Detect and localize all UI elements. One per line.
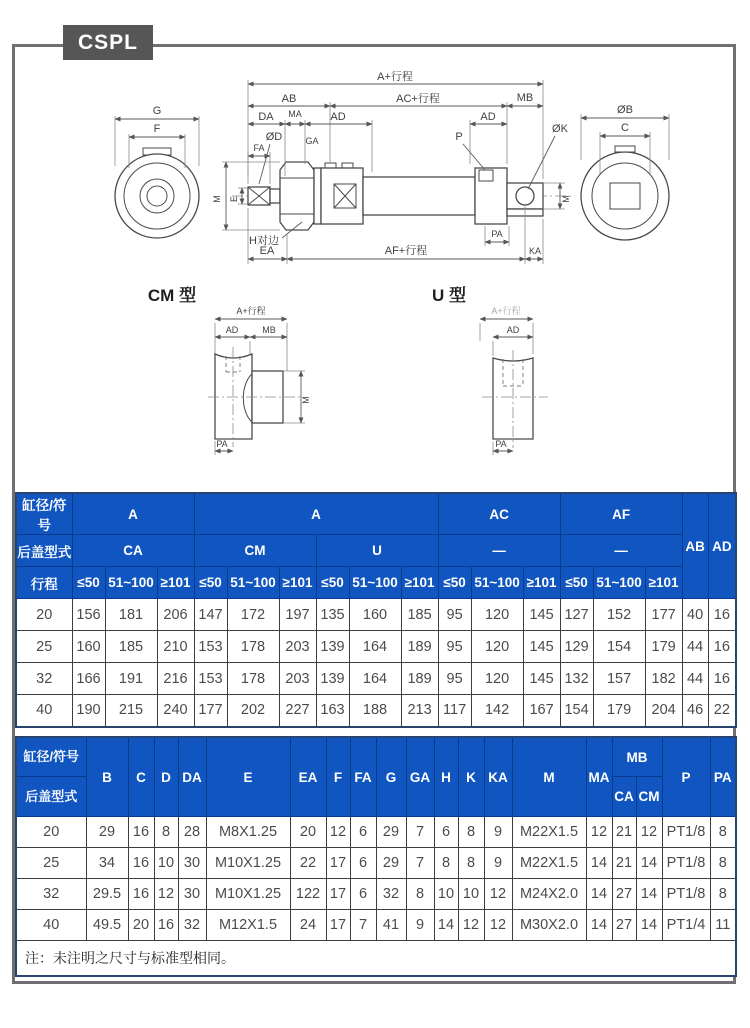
dimension-cell: 12 — [458, 910, 484, 941]
dimension-cell: 190 — [72, 695, 105, 727]
dimension-cell: 16 — [708, 599, 736, 631]
dimension-cell: 20 — [128, 910, 154, 941]
dim-label-ad-right: AD — [480, 111, 496, 123]
dimension-cell: 24 — [290, 910, 326, 941]
cm-type-drawing — [148, 286, 311, 455]
technical-drawings — [12, 56, 738, 484]
bore-size-cell: 20 — [16, 817, 86, 848]
dimension-cell: 160 — [349, 599, 401, 631]
dimension-cell: 164 — [349, 631, 401, 663]
dimension-cell: M8X1.25 — [206, 817, 290, 848]
dimension-cell: 17 — [326, 879, 350, 910]
bore-size-cell: 32 — [16, 663, 72, 695]
cm-type-title: CM 型 — [147, 286, 197, 305]
dim-label-a-stroke: A+行程 — [377, 71, 413, 83]
dimension-cell: 7 — [406, 817, 434, 848]
dimension-cell: 8 — [458, 848, 484, 879]
dimension-cell: 49.5 — [86, 910, 128, 941]
column-header: AD — [708, 493, 736, 599]
dimension-cell: 12 — [154, 879, 178, 910]
dimension-cell: 8 — [406, 879, 434, 910]
dim-label-m-right: M — [561, 195, 571, 203]
column-header: ≥101 — [645, 567, 682, 599]
dimension-cell: PT1/8 — [662, 879, 710, 910]
column-header: 行程 — [16, 567, 72, 599]
dimension-cell: M22X1.5 — [512, 817, 586, 848]
dimension-cell: 178 — [227, 663, 279, 695]
dim-label-m-left: M — [212, 195, 222, 203]
bore-size-cell: 40 — [16, 695, 72, 727]
dimension-cell: 135 — [316, 599, 349, 631]
dim-label-e: E — [229, 195, 239, 203]
table-row — [16, 631, 736, 663]
dimension-cell: PT1/8 — [662, 817, 710, 848]
u-type-drawing — [432, 286, 548, 455]
dimension-cell: 34 — [86, 848, 128, 879]
dim-label-ac-stroke: AC+行程 — [396, 93, 440, 105]
dimension-cell: 46 — [682, 695, 708, 727]
column-header: 51~100 — [349, 567, 401, 599]
table-row — [16, 910, 736, 941]
dimension-cell: 29 — [376, 848, 406, 879]
footnote: 注：未注明之尺寸与标准型相同。 — [16, 941, 736, 977]
dimension-cell: 14 — [434, 910, 458, 941]
dimension-cell: 6 — [350, 879, 376, 910]
dimension-cell: 10 — [458, 879, 484, 910]
column-header: CM — [194, 535, 316, 567]
dimension-cell: 7 — [350, 910, 376, 941]
dimension-cell: 191 — [105, 663, 157, 695]
dimension-cell: 12 — [484, 910, 512, 941]
column-header: P — [662, 737, 710, 817]
column-header: ≥101 — [279, 567, 316, 599]
column-header: ≥101 — [157, 567, 194, 599]
dimension-cell: 120 — [471, 663, 523, 695]
u-type-title: U 型 — [432, 286, 466, 305]
dimension-cell: M24X2.0 — [512, 879, 586, 910]
column-header: AF — [560, 493, 682, 535]
dimension-cell: 16 — [128, 848, 154, 879]
dimension-cell: 179 — [645, 631, 682, 663]
dimension-cell: PT1/8 — [662, 848, 710, 879]
u-dim-pa: PA — [495, 439, 507, 449]
column-header: AB — [682, 493, 708, 599]
u-dim-a-stroke: A+行程 — [491, 306, 521, 316]
dimension-cell: 185 — [105, 631, 157, 663]
dimension-cell: M10X1.25 — [206, 879, 290, 910]
dimension-cell: 9 — [484, 817, 512, 848]
dimension-cell: 117 — [438, 695, 471, 727]
table-row — [16, 817, 736, 848]
dimension-cell: 12 — [586, 817, 612, 848]
dimension-cell: 129 — [560, 631, 593, 663]
dimension-cell: 145 — [523, 631, 560, 663]
column-header: U — [316, 535, 438, 567]
dim-label-ob: ØB — [617, 104, 633, 116]
dimension-cell: 179 — [593, 695, 645, 727]
table-row — [16, 599, 736, 631]
column-header: C — [128, 737, 154, 817]
dimension-cell: 10 — [154, 848, 178, 879]
dimension-cell: 215 — [105, 695, 157, 727]
dimension-cell: 167 — [523, 695, 560, 727]
dimension-cell: 7 — [406, 848, 434, 879]
dimension-cell: 17 — [326, 910, 350, 941]
dim-label-ad-left: AD — [330, 111, 346, 123]
dim-label-g: G — [152, 105, 162, 117]
column-header: 51~100 — [471, 567, 523, 599]
dimension-cell: 40 — [682, 599, 708, 631]
dimensions-table-strokes — [15, 492, 737, 728]
dimension-cell: 8 — [458, 817, 484, 848]
dim-label-da: DA — [258, 111, 274, 123]
column-header: EA — [290, 737, 326, 817]
dimension-cell: 178 — [227, 631, 279, 663]
cm-dim-m: M — [301, 396, 311, 404]
column-header: AC — [438, 493, 560, 535]
column-header: ≤50 — [72, 567, 105, 599]
dimension-cell: 12 — [484, 879, 512, 910]
column-header: 缸径/符号 — [16, 493, 72, 535]
dimension-cell: 44 — [682, 631, 708, 663]
dimension-cell: 44 — [682, 663, 708, 695]
cm-dim-mb: MB — [262, 325, 276, 335]
dim-label-ea: EA — [259, 245, 275, 257]
column-header: CA — [612, 777, 636, 817]
column-header: FA — [350, 737, 376, 817]
dimension-cell: 9 — [484, 848, 512, 879]
dimension-cell: 203 — [279, 631, 316, 663]
column-header: KA — [484, 737, 512, 817]
dimension-cell: 177 — [645, 599, 682, 631]
dim-label-ab: AB — [281, 93, 297, 105]
column-header: 缸径/符号 后盖型式 — [16, 737, 86, 817]
dimension-cell: 8 — [710, 879, 736, 910]
dimension-cell: 17 — [326, 848, 350, 879]
dimension-cell: 145 — [523, 663, 560, 695]
column-header: G — [376, 737, 406, 817]
dimension-cell: 8 — [710, 848, 736, 879]
column-header: MA — [586, 737, 612, 817]
table-row — [16, 879, 736, 910]
dimension-cell: 30 — [178, 879, 206, 910]
dimension-cell: M22X1.5 — [512, 848, 586, 879]
column-header: 51~100 — [105, 567, 157, 599]
dimension-cell: 172 — [227, 599, 279, 631]
cm-dim-pa: PA — [216, 439, 228, 449]
dimension-cell: 9 — [406, 910, 434, 941]
dimension-cell: 210 — [157, 631, 194, 663]
dimension-cell: 95 — [438, 599, 471, 631]
column-header: A — [72, 493, 194, 535]
column-header: B — [86, 737, 128, 817]
dimension-cell: 213 — [401, 695, 438, 727]
dimension-cell: 95 — [438, 631, 471, 663]
column-header: M — [512, 737, 586, 817]
dimensions-table-detail — [15, 736, 737, 977]
table-row — [16, 663, 736, 695]
side-view — [212, 69, 574, 264]
cm-dim-a-stroke: A+行程 — [236, 306, 266, 316]
dimension-cell: 29 — [376, 817, 406, 848]
dimension-cell: 14 — [636, 910, 662, 941]
dimension-cell: 95 — [438, 663, 471, 695]
dimension-cell: 147 — [194, 599, 227, 631]
dimension-cell: 30 — [178, 848, 206, 879]
dim-label-ka: KA — [528, 246, 542, 256]
dim-label-af-stroke: AF+行程 — [384, 245, 428, 257]
dim-label-ga: GA — [305, 136, 319, 146]
column-header: ≥101 — [523, 567, 560, 599]
dimension-cell: 154 — [593, 631, 645, 663]
dimension-cell: 16 — [128, 817, 154, 848]
dimension-cell: 21 — [612, 848, 636, 879]
dimension-cell: 160 — [72, 631, 105, 663]
dimension-cell: 166 — [72, 663, 105, 695]
dimension-cell: 10 — [434, 879, 458, 910]
column-header: ≤50 — [438, 567, 471, 599]
dimension-cell: 145 — [523, 599, 560, 631]
u-dim-ad: AD — [506, 325, 520, 335]
dimension-cell: 120 — [471, 631, 523, 663]
dimension-cell: 12 — [326, 817, 350, 848]
dimension-cell: 139 — [316, 663, 349, 695]
dimension-cell: 41 — [376, 910, 406, 941]
series-badge: CSPL — [63, 25, 153, 60]
column-header: — — [560, 535, 682, 567]
dimension-cell: 203 — [279, 663, 316, 695]
dimension-cell: 6 — [434, 817, 458, 848]
column-header: DA — [178, 737, 206, 817]
dimension-cell: 154 — [560, 695, 593, 727]
column-header: ≥101 — [401, 567, 438, 599]
dimension-cell: M12X1.5 — [206, 910, 290, 941]
rear-view — [581, 104, 669, 240]
dimension-cell: 32 — [376, 879, 406, 910]
dimension-cell: 197 — [279, 599, 316, 631]
dim-label-h-flats: H对边 — [249, 235, 279, 247]
bore-size-cell: 32 — [16, 879, 86, 910]
dimension-cell: 14 — [586, 879, 612, 910]
dimension-cell: 16 — [154, 910, 178, 941]
column-header: GA — [406, 737, 434, 817]
dimension-cell: 240 — [157, 695, 194, 727]
dimension-cell: 189 — [401, 631, 438, 663]
dimension-cell: 8 — [434, 848, 458, 879]
dimension-cell: 28 — [178, 817, 206, 848]
dimension-cell: 204 — [645, 695, 682, 727]
dim-label-f: F — [153, 123, 161, 135]
dimension-cell: 22 — [708, 695, 736, 727]
dimension-cell: PT1/4 — [662, 910, 710, 941]
dimension-cell: 8 — [154, 817, 178, 848]
column-header: CA — [72, 535, 194, 567]
column-header: F — [326, 737, 350, 817]
dimension-cell: 127 — [560, 599, 593, 631]
table-row — [16, 848, 736, 879]
dimension-cell: 142 — [471, 695, 523, 727]
dimension-cell: 153 — [194, 631, 227, 663]
dimension-cell: 202 — [227, 695, 279, 727]
dimension-cell: 6 — [350, 817, 376, 848]
dim-label-pa: PA — [491, 229, 503, 239]
column-header: PA — [710, 737, 736, 817]
column-header: 51~100 — [593, 567, 645, 599]
dimension-cell: 189 — [401, 663, 438, 695]
dimension-cell: 216 — [157, 663, 194, 695]
dimension-cell: 156 — [72, 599, 105, 631]
column-header: CM — [636, 777, 662, 817]
column-header: 后盖型式 — [16, 535, 72, 567]
dimension-cell: 132 — [560, 663, 593, 695]
cm-dim-ad: AD — [225, 325, 239, 335]
dimension-cell: 164 — [349, 663, 401, 695]
dimension-cell: 32 — [178, 910, 206, 941]
dimension-cell: 206 — [157, 599, 194, 631]
dimension-cell: 27 — [612, 910, 636, 941]
front-view — [115, 105, 199, 238]
dimension-cell: 153 — [194, 663, 227, 695]
dimension-cell: 14 — [636, 879, 662, 910]
bore-size-cell: 20 — [16, 599, 72, 631]
dimension-cell: 14 — [586, 848, 612, 879]
dimension-cell: 29 — [86, 817, 128, 848]
dim-label-ma: MA — [288, 109, 302, 119]
dimension-cell: 152 — [593, 599, 645, 631]
dimension-cell: 12 — [636, 817, 662, 848]
dimension-cell: 21 — [612, 817, 636, 848]
dimension-cell: 27 — [612, 879, 636, 910]
dim-label-p: P — [455, 131, 463, 143]
dimension-cell: 8 — [710, 817, 736, 848]
dimension-cell: 29.5 — [86, 879, 128, 910]
column-header: ≤50 — [194, 567, 227, 599]
dimension-cell: M30X2.0 — [512, 910, 586, 941]
dimension-cell: 139 — [316, 631, 349, 663]
column-header: D — [154, 737, 178, 817]
dimension-cell: 14 — [586, 910, 612, 941]
column-header: 51~100 — [227, 567, 279, 599]
column-header: E — [206, 737, 290, 817]
bore-size-cell: 25 — [16, 848, 86, 879]
dimension-cell: 14 — [636, 848, 662, 879]
dim-label-ok: ØK — [552, 123, 568, 135]
dim-label-mb: MB — [516, 92, 534, 104]
dimension-cell: 188 — [349, 695, 401, 727]
dimension-cell: 181 — [105, 599, 157, 631]
dimension-cell: 182 — [645, 663, 682, 695]
dimension-cell: 185 — [401, 599, 438, 631]
dimension-cell: 227 — [279, 695, 316, 727]
dimension-cell: 120 — [471, 599, 523, 631]
dimension-cell: 16 — [708, 631, 736, 663]
dim-label-fa: FA — [253, 143, 265, 153]
column-header: MB — [612, 737, 662, 777]
column-header: ≤50 — [316, 567, 349, 599]
dimension-cell: 16 — [128, 879, 154, 910]
dimension-cell: M10X1.25 — [206, 848, 290, 879]
dimension-cell: 16 — [708, 663, 736, 695]
dimension-cell: 20 — [290, 817, 326, 848]
dim-label-c: C — [621, 122, 629, 134]
dimension-cell: 163 — [316, 695, 349, 727]
dimension-cell: 6 — [350, 848, 376, 879]
dimension-cell: 122 — [290, 879, 326, 910]
column-header: — — [438, 535, 560, 567]
column-header: ≤50 — [560, 567, 593, 599]
table-row — [16, 695, 736, 727]
dimension-cell: 177 — [194, 695, 227, 727]
column-header: H — [434, 737, 458, 817]
dimension-cell: 22 — [290, 848, 326, 879]
column-header: A — [194, 493, 438, 535]
bore-size-cell: 40 — [16, 910, 86, 941]
column-header: K — [458, 737, 484, 817]
dim-label-od: ØD — [265, 131, 283, 143]
bore-size-cell: 25 — [16, 631, 72, 663]
dimension-cell: 157 — [593, 663, 645, 695]
dimension-cell: 11 — [710, 910, 736, 941]
